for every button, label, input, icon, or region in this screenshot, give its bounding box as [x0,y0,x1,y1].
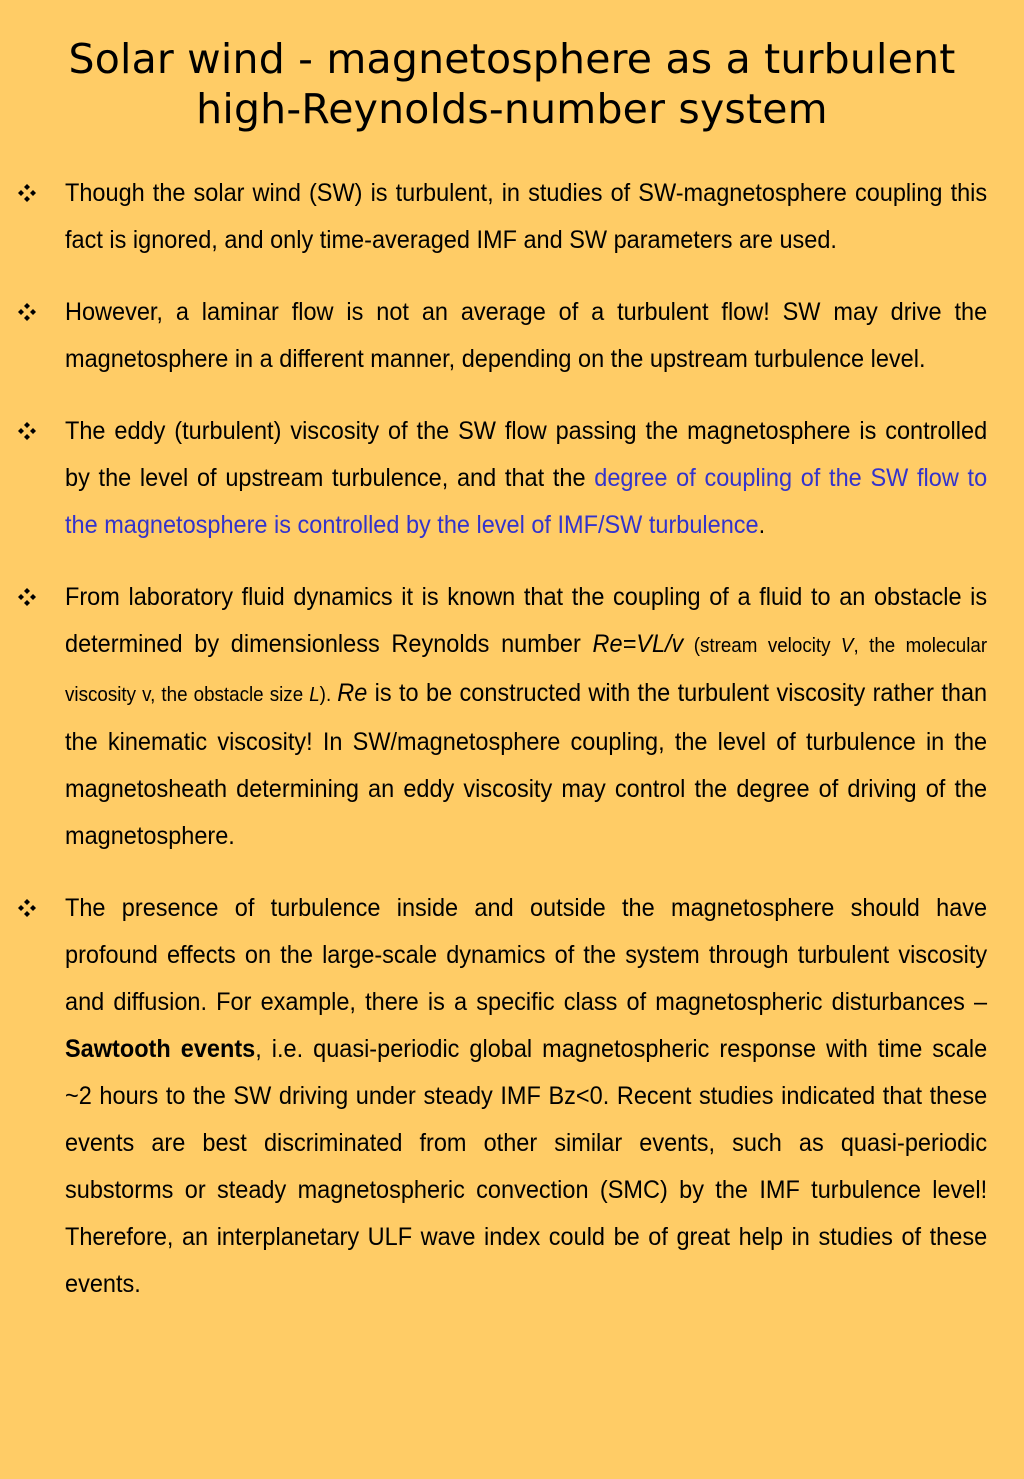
bullet-item-3 [0,408,1024,549]
velocity-symbol: V [840,635,854,657]
bullet-3-highlight: degree of coupling of the SW flow to the magnetosphere is controlled by the level of IMF/SW turbulence [65,464,988,539]
bullet-5-text-start: The presence of turbulence inside and outside the magnetosphere should have profound effects on the large-scale dynamics of the system through turbulent viscosity and diffusion. For example, there is a specific class of magnetospheric disturbances – [65,894,988,1016]
sawtooth-events-term: Sawtooth events [65,1035,256,1063]
four-diamond-bullet-icon [17,183,37,203]
slide-title [40,34,984,134]
bullet-4-text-start: From laboratory fluid dynamics it is known that the coupling of a fluid to an obstacle is determined by dimensionless Reynolds number [65,583,988,658]
bullet-4-note-3: ). [319,684,338,706]
bullet-item-4 [0,574,1024,860]
bullet-item-2 [0,289,1024,383]
bullet-list [0,170,1024,1333]
bullet-item-1 [0,170,1024,264]
bullet-text-4 [65,574,987,860]
obstacle-size-symbol: L [309,684,320,706]
bullet-4-note-1: (stream velocity [683,635,841,657]
bullet-text-2: However, a laminar flow is not an average of a turbulent flow! SW may drive the magnetosphere in a different manner, depending on the upstream turbulence level. [65,298,988,373]
bullet-4-note-2: , the molecular viscosity v, the obstacle size [65,635,988,706]
reynolds-formula: Re=VL/v [592,630,684,658]
slide-title-line-2: high-Reynolds-number system [196,85,828,133]
slide-title-line-1: Solar wind - magnetosphere as a turbulent [68,35,956,83]
bullet-text-3 [65,408,987,549]
bullet-3-text-end: . [758,511,766,539]
four-diamond-bullet-icon [17,898,37,918]
bullet-text-1: Though the solar wind (SW) is turbulent, in studies of SW-magnetosphere coupling this fact is ignored, and only time-averaged IMF and SW parameters are used. [65,179,988,254]
reynolds-symbol: Re [337,679,368,707]
bullet-text-5 [65,885,987,1308]
bullet-4-text-end: is to be constructed with the turbulent viscosity rather than the kinematic viscosity! In SW/magnetosphere coupling, the level of turbulence in the magnetosheath determining an eddy viscosity may control the degree of driving of the magnetosphere. [65,679,988,850]
four-diamond-bullet-icon [17,302,37,322]
bullet-3-text-start: The eddy (turbulent) viscosity of the SW flow passing the magnetosphere is controlled by the level of upstream turbulence, and that the [65,417,988,492]
four-diamond-bullet-icon [17,587,37,607]
bullet-5-text-end: , i.e. quasi-periodic global magnetospheric response with time scale ~2 hours to the SW driving under steady IMF Bz<0. Recent studies indicated that these events are best discriminated from other similar events, such as quasi-periodic substorms or steady magnetospheric convection (SMC) by the IMF turbulence level! Therefore, an interplanetary ULF wave index could be of great help in studies of these events. [65,1035,988,1298]
four-diamond-bullet-icon [17,421,37,441]
bullet-item-5 [0,885,1024,1308]
